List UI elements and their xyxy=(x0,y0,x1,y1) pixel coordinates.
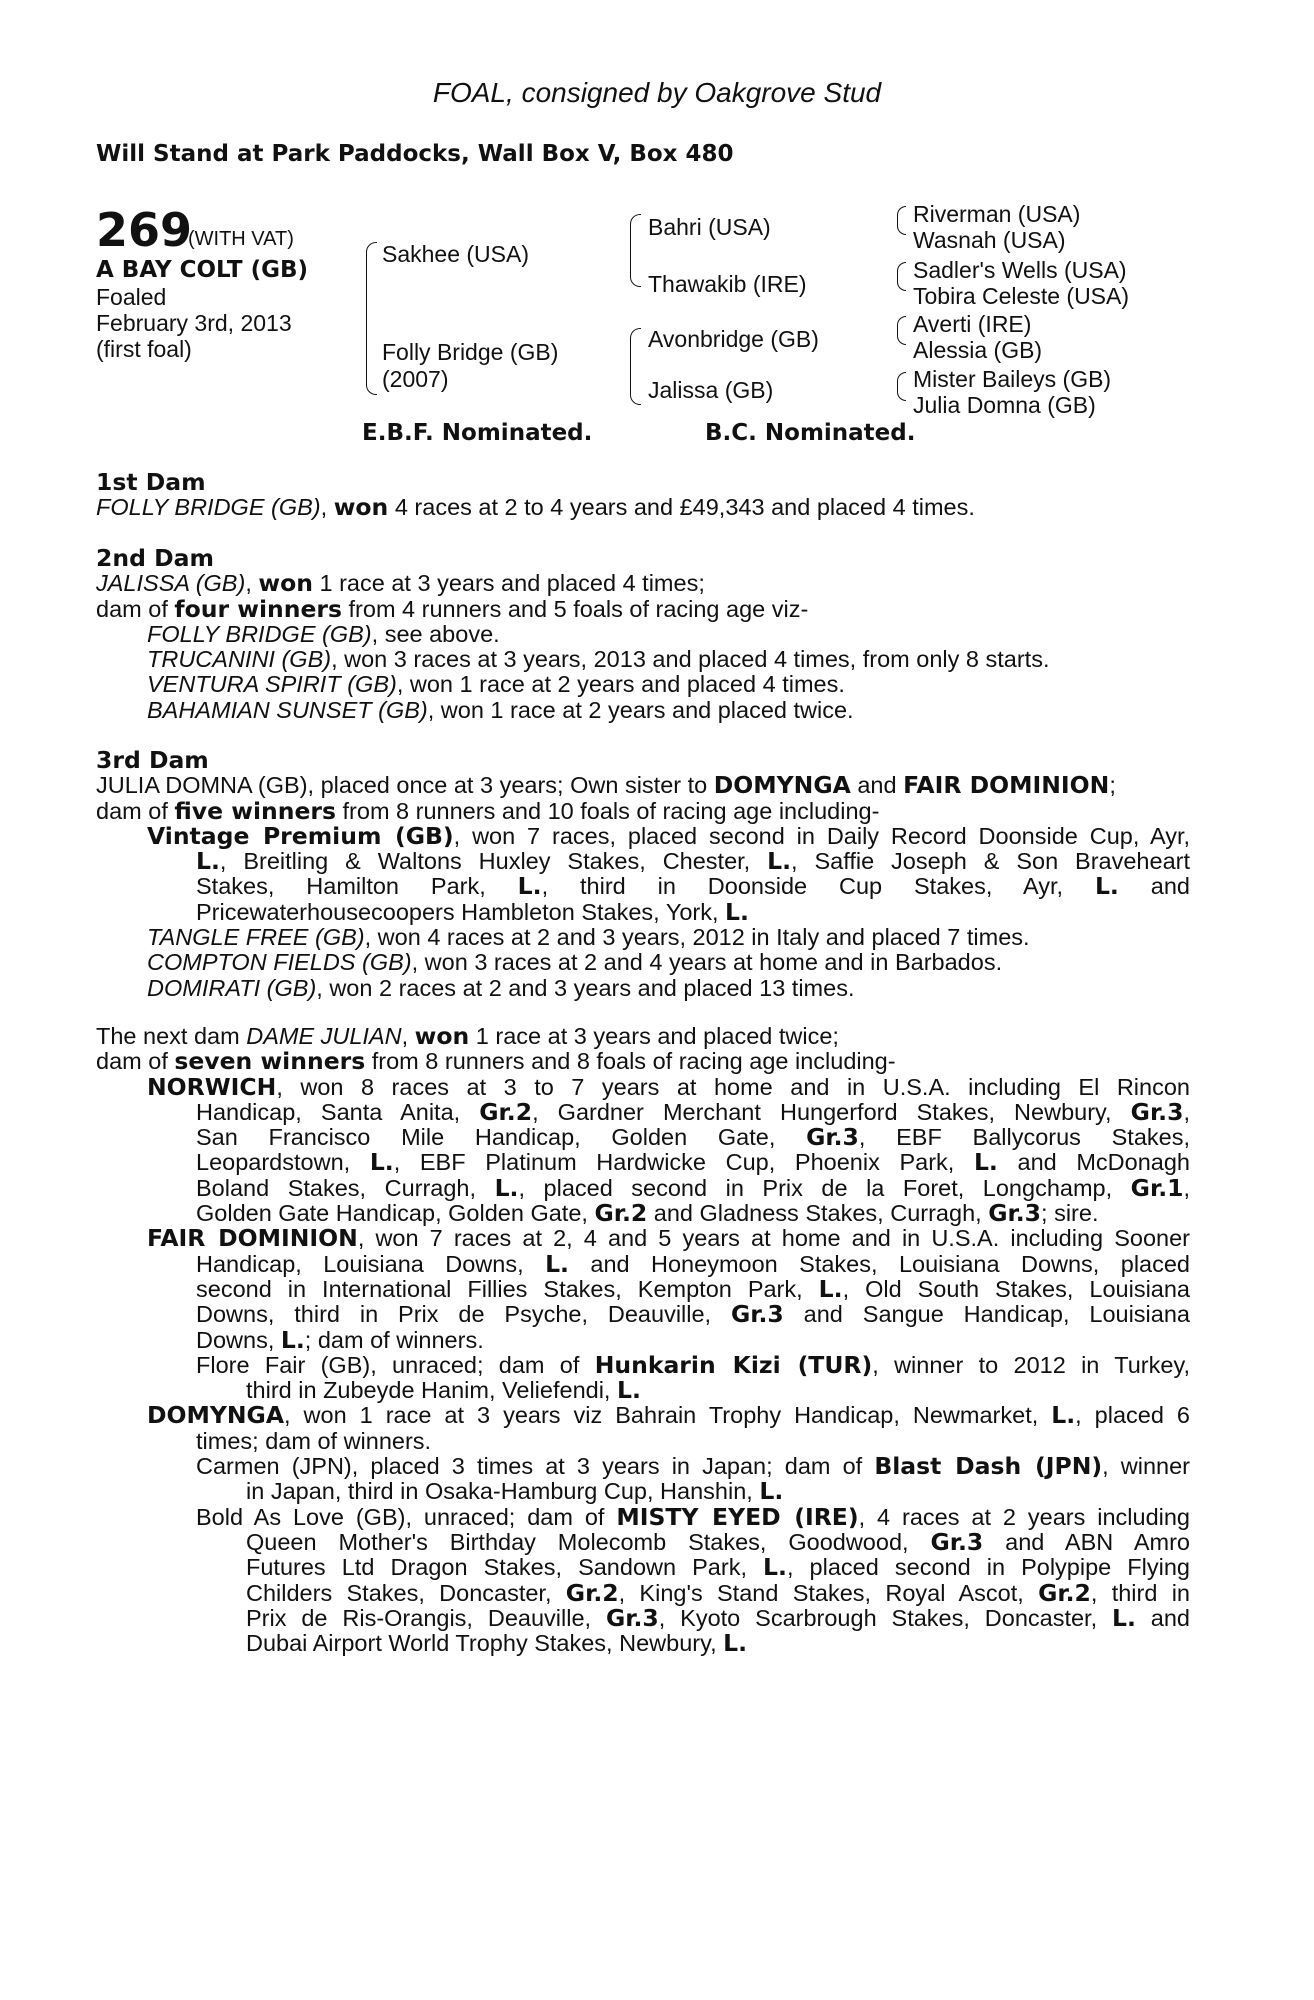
dam-parents-brace-top xyxy=(630,328,641,367)
ebf-nominated: E.B.F. Nominated. xyxy=(362,420,593,446)
list-item-continued: Queen Mother's Birthday Molecomb Stakes, Goodwood, Gr.3 and ABN Amro xyxy=(246,1527,1190,1556)
list-item-continued: Childers Stakes, Doncaster, Gr.2, King's Stand Stakes, Royal Ascot, Gr.2, third in xyxy=(246,1578,1190,1607)
list-item: DOMIRATI (GB), won 2 races at 2 and 3 years and placed 13 times. xyxy=(147,974,855,1001)
list-item-continued: Golden Gate Handicap, Golden Gate, Gr.2 and Gladness Stakes, Curragh, Gr.3; sire. xyxy=(196,1199,1099,1228)
list-item-continued: Leopardstown, L., EBF Platinum Hardwicke Cup, Phoenix Park, L. and McDonagh xyxy=(196,1148,1190,1177)
list-item-continued: times; dam of winners. xyxy=(196,1427,432,1454)
horse-name: FOLLY BRIDGE (GB) xyxy=(96,494,321,521)
second-dam-section xyxy=(96,546,1190,723)
brace-g3-3-bottom xyxy=(897,330,906,345)
list-item: FAIR DOMINION, won 7 races at 2, 4 and 5 years at home and in U.S.A. including Sooner xyxy=(147,1224,1190,1253)
list-item-continued: Boland Stakes, Curragh, L., placed second in Prix de la Foret, Longchamp, Gr.1, xyxy=(196,1173,1191,1202)
next-dam-produce-summary: dam of seven winners from 8 runners and 8 foals of racing age including- xyxy=(96,1047,896,1076)
catalogue-header: FOAL, consigned by Oakgrove Stud xyxy=(432,77,882,108)
list-item: Flore Fair (GB), unraced; dam of Hunkarin Kizi (TUR), winner to 2012 in Turkey, xyxy=(196,1350,1190,1379)
bc-nominated: B.C. Nominated. xyxy=(705,420,916,446)
list-item: Vintage Premium (GB), won 7 races, placed second in Daily Record Doonside Cup, Ayr, xyxy=(147,821,1190,850)
third-dam-produce-summary: dam of five winners from 8 runners and 10 foals of racing age including- xyxy=(96,796,880,825)
pedigree-dam-sire: Avonbridge (GB) xyxy=(648,326,819,352)
first-dam-line: FOLLY BRIDGE (GB), won 4 races at 2 to 4 years and £49,343 and placed 4 times. xyxy=(96,493,975,522)
brace-g3-4-bottom xyxy=(897,386,906,401)
pedigree-g3-5: Averti (IRE) xyxy=(913,311,1032,337)
list-item: VENTURA SPIRIT (GB), won 1 race at 2 years and placed 4 times. xyxy=(147,671,845,698)
list-item: Carmen (JPN), placed 3 times at 3 years in Japan; dam of Blast Dash (JPN), winner xyxy=(196,1452,1190,1481)
stand-location: Will Stand at Park Paddocks, Wall Box V, Box 480 xyxy=(96,141,734,167)
list-item-continued: Downs, third in Prix de Psyche, Deauville, Gr.3 and Sangue Handicap, Louisiana xyxy=(196,1300,1190,1329)
pedigree-dam: Folly Bridge (GB) xyxy=(382,339,559,365)
brace-g3-1-top xyxy=(897,206,906,221)
brace-g3-2-bottom xyxy=(897,276,906,291)
brace-g3-2-top xyxy=(897,262,906,277)
pedigree-g3-2: Wasnah (USA) xyxy=(913,227,1066,253)
sire-dam-brace-top xyxy=(366,242,377,319)
pedigree-g3-6: Alessia (GB) xyxy=(913,337,1043,363)
pedigree-sire-sire: Bahri (USA) xyxy=(648,214,771,240)
brace-g3-1-bottom xyxy=(897,220,906,235)
third-dam-line: JULIA DOMNA (GB), placed once at 3 years; Own sister to DOMYNGA and FAIR DOMINION; xyxy=(96,771,1116,800)
lot-number: 269 xyxy=(96,203,193,257)
list-item-continued: L., Breitling & Waltons Huxley Stakes, Chester, L., Saffie Joseph & Son Braveheart xyxy=(196,847,1190,876)
sire-parents-brace-bottom xyxy=(630,250,641,287)
vat-note: (WITH VAT) xyxy=(188,228,294,250)
second-dam-heading: 2nd Dam xyxy=(96,544,214,572)
second-dam-line: JALISSA (GB), won 1 race at 3 years and placed 4 times; xyxy=(96,569,705,598)
foaled-date: February 3rd, 2013 xyxy=(96,310,292,336)
list-item-continued: Handicap, Santa Anita, Gr.2, Gardner Merchant Hungerford Stakes, Newbury, Gr.3, xyxy=(196,1097,1190,1126)
list-item: FOLLY BRIDGE (GB), see above. xyxy=(147,620,500,647)
first-dam-heading: 1st Dam xyxy=(96,468,206,496)
foaled-label: Foaled xyxy=(96,284,167,310)
second-dam-produce-summary: dam of four winners from 4 runners and 5 foals of racing age viz- xyxy=(96,594,809,623)
pedigree-sire-dam: Thawakib (IRE) xyxy=(648,271,807,297)
pedigree-dam-dam: Jalissa (GB) xyxy=(648,377,774,403)
list-item-continued: Downs, L.; dam of winners. xyxy=(196,1325,484,1354)
next-dam-section xyxy=(96,1024,1190,1656)
list-item: BAHAMIAN SUNSET (GB), won 1 race at 2 years and placed twice. xyxy=(147,696,854,723)
list-item-continued: in Japan, third in Osaka-Hamburg Cup, Hanshin, L. xyxy=(246,1477,784,1506)
list-item: NORWICH, won 8 races at 3 to 7 years at home and in U.S.A. including El Rincon xyxy=(147,1072,1190,1101)
list-item-continued: Stakes, Hamilton Park, L., third in Doonside Cup Stakes, Ayr, L. and xyxy=(196,872,1190,901)
brace-g3-4-top xyxy=(897,372,906,387)
pedigree-g3-8: Julia Domna (GB) xyxy=(913,392,1096,418)
first-dam-section xyxy=(96,470,1190,521)
pedigree-g3-1: Riverman (USA) xyxy=(913,201,1081,227)
list-item-continued: Futures Ltd Dragon Stakes, Sandown Park, L., placed second in Polypipe Flying xyxy=(246,1553,1190,1582)
third-dam-heading: 3rd Dam xyxy=(96,746,209,774)
list-item-continued: second in International Fillies Stakes, Kempton Park, L., Old South Stakes, Louisiana xyxy=(196,1274,1190,1303)
pedigree-dam-year: (2007) xyxy=(382,366,449,392)
list-item-continued: Handicap, Louisiana Downs, L. and Honeymoon Stakes, Louisiana Downs, placed xyxy=(196,1249,1190,1278)
next-dam-line: The next dam DAME JULIAN, won 1 race at 3 years and placed twice; xyxy=(96,1022,839,1050)
list-item-continued: Pricewaterhousecoopers Hambleton Stakes, York, L. xyxy=(196,897,749,926)
list-item: TRUCANINI (GB), won 3 races at 3 years, 2013 and placed 4 times, from only 8 starts. xyxy=(147,646,1050,673)
third-dam-section xyxy=(96,748,1190,1001)
list-item: DOMYNGA, won 1 race at 3 years viz Bahrain Trophy Handicap, Newmarket, L., placed 6 xyxy=(147,1401,1190,1430)
foal-note: (first foal) xyxy=(96,336,192,362)
list-item-continued: third in Zubeyde Hanim, Veliefendi, L. xyxy=(246,1376,641,1405)
brace-g3-3-top xyxy=(897,316,906,331)
dam-parents-brace-bottom xyxy=(630,366,641,405)
list-item: Bold As Love (GB), unraced; dam of MISTY EYED (IRE), 4 races at 2 years including xyxy=(196,1502,1191,1531)
list-item: TANGLE FREE (GB), won 4 races at 2 and 3 years, 2012 in Italy and placed 7 times. xyxy=(147,924,1030,951)
sire-parents-brace-top xyxy=(630,214,641,251)
list-item-continued: Dubai Airport World Trophy Stakes, Newbury, L. xyxy=(246,1629,748,1658)
sire-dam-brace-bottom xyxy=(366,318,377,395)
pedigree-g3-7: Mister Baileys (GB) xyxy=(913,366,1112,392)
list-item: COMPTON FIELDS (GB), won 3 races at 2 and 4 years at home and in Barbados. xyxy=(147,949,1003,976)
lot-name: A BAY COLT (GB) xyxy=(96,257,309,283)
list-item-continued: San Francisco Mile Handicap, Golden Gate, Gr.3, EBF Ballycorus Stakes, xyxy=(196,1123,1190,1152)
list-item-continued: Prix de Ris-Orangis, Deauville, Gr.3, Kyoto Scarbrough Stakes, Doncaster, L. and xyxy=(246,1603,1191,1632)
pedigree-g3-4: Tobira Celeste (USA) xyxy=(913,283,1130,309)
pedigree-sire: Sakhee (USA) xyxy=(382,241,530,267)
pedigree-g3-3: Sadler's Wells (USA) xyxy=(913,257,1127,283)
